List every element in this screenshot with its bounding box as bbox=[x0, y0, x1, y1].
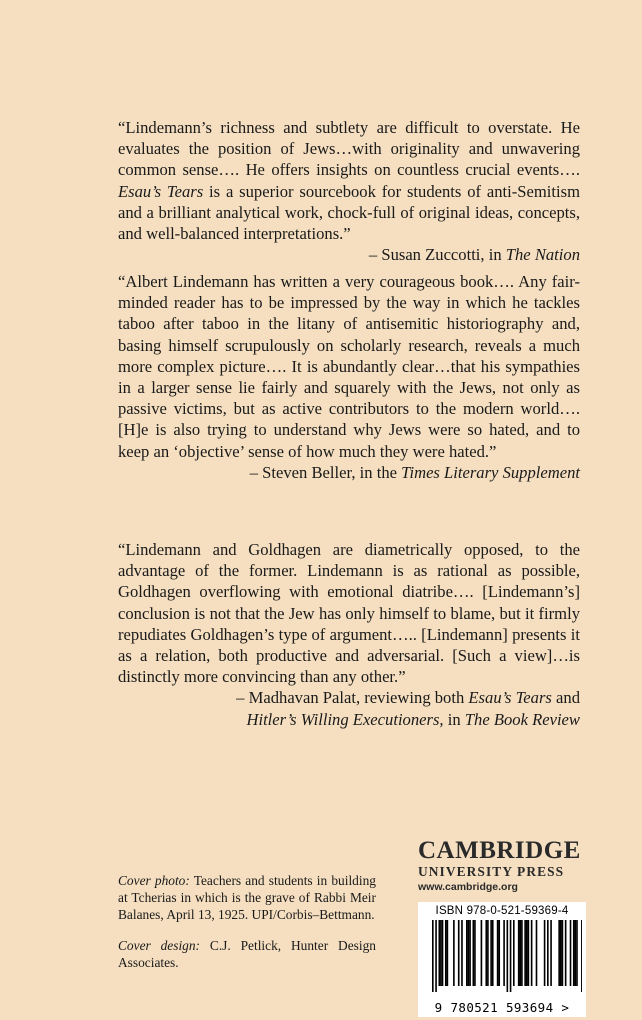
italic-title-text: Esau’s Tears bbox=[118, 181, 204, 201]
quote-attribution bbox=[118, 687, 580, 729]
barcode-bar bbox=[575, 920, 577, 986]
barcode-digits: 9 780521 593694 > bbox=[434, 1000, 570, 1015]
publisher-name: CAMBRIDGE bbox=[418, 837, 581, 864]
isbn-label: ISBN 978-0-521-59369-4 bbox=[435, 905, 569, 917]
barcode-bar bbox=[442, 920, 444, 986]
barcode-bar bbox=[473, 920, 475, 986]
barcode-bar bbox=[492, 920, 494, 986]
quote-attribution bbox=[118, 244, 580, 265]
publisher-subtitle: UNIVERSITY PRESS bbox=[418, 864, 565, 879]
barcode-bar bbox=[481, 920, 483, 986]
barcode bbox=[422, 920, 582, 992]
quote-body bbox=[118, 117, 580, 244]
barcode-bar bbox=[526, 920, 528, 986]
review-quote-zuccotti bbox=[118, 117, 580, 265]
barcode-bar bbox=[445, 920, 447, 986]
cover-photo-text: Teachers and students in building at Tcherias in which is the grave of Rabbi Meir Balanes, April 13, 1925. UPI/Corbis–Bettmann. bbox=[118, 873, 376, 922]
cover-design-label: Cover design: bbox=[118, 938, 201, 953]
barcode-bar bbox=[573, 920, 575, 986]
text-run: – Steven Beller, in the bbox=[249, 462, 402, 482]
cover-credits bbox=[118, 872, 376, 971]
barcode-bar bbox=[531, 920, 533, 986]
barcode-bar bbox=[466, 920, 468, 986]
barcode-bar bbox=[453, 920, 455, 986]
italic-title-text: The Book Review bbox=[464, 709, 580, 729]
barcode-bar bbox=[528, 920, 530, 986]
barcode-bar bbox=[432, 920, 434, 992]
barcode-bar bbox=[560, 920, 562, 986]
barcode-bar bbox=[447, 920, 449, 986]
barcode-bar bbox=[518, 920, 520, 986]
text-run: “Lindemann and Goldhagen are diametrically opposed, to the advantage of the former. Lindemann is as rational as possible, Goldhagen overflowing with emotional diatribe…. [Lindemann’s] conclusion is not that the Jew has only himself to blame, but it firmly repudiates Goldhagen’s type of argument….. [Lindemann] presents it as a relation, both productive and adversarial. [Such a view]…is distinctly more convincing than any other.” bbox=[118, 540, 580, 687]
barcode-bar bbox=[458, 920, 460, 986]
barcode-bar bbox=[550, 920, 552, 986]
text-run: – Madhavan Palat, reviewing both bbox=[236, 688, 469, 708]
barcode-bar bbox=[558, 920, 560, 986]
publisher-url: www.cambridge.org bbox=[418, 881, 518, 893]
italic-title-text: Times Literary Supplement bbox=[401, 462, 580, 482]
barcode-bar bbox=[570, 920, 572, 986]
quote-attribution bbox=[118, 462, 580, 483]
text-run: in bbox=[443, 709, 465, 729]
cover-design-text: C.J. Petlick, Hunter Design Associates. bbox=[118, 938, 376, 970]
italic-title-text: The Nation bbox=[505, 245, 580, 265]
barcode-bar bbox=[513, 920, 515, 986]
quote-body bbox=[118, 271, 580, 462]
barcode-bar bbox=[547, 920, 549, 986]
text-run: is a superior sourcebook for students of anti-Semitism and a brilliant analytical work, chock-full of original ideas, concepts, and well-balanced interpretations.” bbox=[118, 181, 580, 244]
review-quote-beller bbox=[118, 271, 580, 483]
publisher-logo bbox=[418, 838, 584, 895]
barcode-bar bbox=[507, 920, 509, 992]
review-quote-palat bbox=[118, 539, 580, 730]
barcode-bar bbox=[440, 920, 442, 986]
text-run: – Susan Zuccotti, in bbox=[368, 245, 506, 265]
cover-photo-label: Cover photo: bbox=[118, 873, 190, 888]
text-run: “Albert Lindemann has written a very courageous book…. Any fair-minded reader has to be impressed by the way in which he tackles taboo after taboo in the litany of antisemitic historiography and, basing himself scrupulously on scholarly research, reveals a much more complex picture…. It is abundantly clear…that his sympathies in a larger sense lie fairly and squarely with the Jews, not only as passive victims, but as active contributors to the modern world…. [H]e is also trying to understand why Jews were so hated, and to keep an ‘objective’ sense of how much they were hated.” bbox=[118, 272, 580, 461]
barcode-bar bbox=[524, 920, 526, 986]
barcode-bar bbox=[521, 920, 523, 986]
barcode-bar bbox=[435, 920, 437, 992]
cover-design-credit bbox=[118, 937, 376, 971]
barcode-bar bbox=[485, 920, 487, 986]
barcode-bar bbox=[474, 920, 476, 986]
barcode-bar bbox=[565, 920, 567, 986]
barcode-bar bbox=[510, 920, 512, 992]
text-run: and bbox=[551, 688, 580, 708]
barcode-bar bbox=[581, 920, 582, 992]
barcode-bar bbox=[544, 920, 546, 986]
barcode-bar bbox=[487, 920, 489, 986]
barcode-bar bbox=[469, 920, 471, 986]
text-run: “Lindemann’s richness and subtlety are difficult to overstate. He evaluates the position of Jews…with originality and unwavering common sense…. He offers insights on countless crucial events…. bbox=[118, 118, 580, 180]
barcode-bar bbox=[503, 920, 505, 986]
barcode-panel bbox=[418, 902, 586, 1017]
barcode-bar bbox=[519, 920, 521, 986]
barcode-bar bbox=[461, 920, 463, 986]
barcode-bar bbox=[498, 920, 500, 986]
barcode-bar bbox=[438, 920, 440, 986]
barcode-bar bbox=[562, 920, 564, 986]
italic-title-text: Hitler’s Willing Executioners, bbox=[246, 709, 444, 729]
italic-title-text: Esau’s Tears bbox=[468, 688, 552, 708]
barcode-bar bbox=[576, 920, 578, 986]
cover-photo-credit bbox=[118, 872, 376, 923]
quote-body bbox=[118, 539, 580, 687]
barcode-bar bbox=[497, 920, 499, 986]
barcode-bar bbox=[468, 920, 470, 986]
barcode-bar bbox=[536, 920, 538, 986]
barcode-bar bbox=[490, 920, 492, 986]
